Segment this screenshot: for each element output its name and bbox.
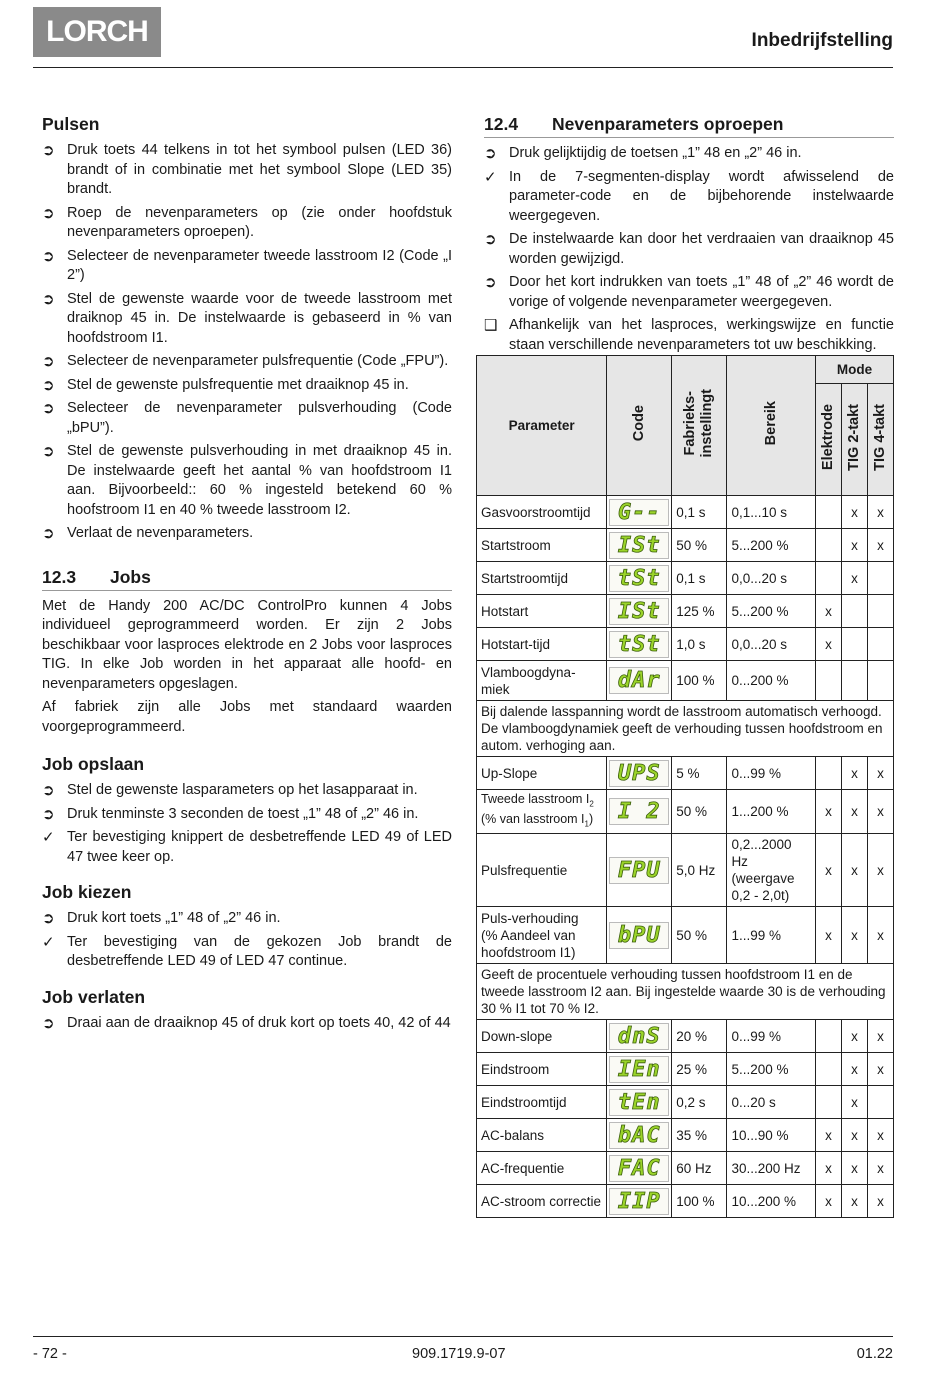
mode-tig2 xyxy=(841,595,867,628)
col-header-elektrode: Elektrode xyxy=(815,384,841,496)
param-default: 0,2 s xyxy=(672,1086,727,1119)
lcd-display: dAr xyxy=(609,667,669,694)
param-code xyxy=(607,496,672,529)
lcd-display: dnS xyxy=(609,1023,669,1050)
param-name: AC-frequentie xyxy=(477,1152,607,1185)
pulsen-list xyxy=(42,141,452,544)
mode-tig4 xyxy=(867,562,893,595)
param-default: 20 % xyxy=(672,1020,727,1053)
param-default: 60 Hz xyxy=(672,1152,727,1185)
table-row xyxy=(477,529,894,562)
lcd-display: bAC xyxy=(609,1122,669,1149)
list-item-text: Druk kort toets „1” 48 of „2” 46 in. xyxy=(67,910,281,926)
table-body-part-3 xyxy=(477,1020,894,1218)
mode-tig2 xyxy=(841,628,867,661)
list-item-text: Druk gelijktijdig de toetsen „1” 48 en „2” 46 in. xyxy=(509,145,802,161)
param-range: 1...200 % xyxy=(727,790,816,834)
job-kiezen-list xyxy=(42,909,452,972)
mode-elektrode xyxy=(815,661,841,701)
bullet-icon: ❑ xyxy=(484,317,498,334)
list-item-text: Stel de gewenste waarde voor de tweede lasstroom met draiknop 45 in. De instelwaarde is gebaseerd in % van hoofdstroom I1. xyxy=(67,290,452,346)
mode-tig4: x xyxy=(867,790,893,834)
section-number: 12.3 xyxy=(42,566,77,587)
table-row xyxy=(477,1086,894,1119)
list-item xyxy=(484,230,894,269)
param-code xyxy=(607,757,672,790)
param-default: 5,0 Hz xyxy=(672,834,727,907)
job-opslaan-heading: Job opslaan xyxy=(42,754,145,774)
param-default: 0,1 s xyxy=(672,496,727,529)
list-item xyxy=(42,247,452,286)
param-default: 1,0 s xyxy=(672,628,727,661)
mode-elektrode xyxy=(815,1020,841,1053)
job-opslaan-list xyxy=(42,781,452,867)
list-item xyxy=(42,805,452,825)
mode-tig4: x xyxy=(867,1119,893,1152)
param-range: 0,2...2000 Hz (weergave 0,2 - 2,0t) xyxy=(727,834,816,907)
lcd-display: IEn xyxy=(609,1056,669,1083)
list-item-text: Afhankelijk van het lasproces, werkingswijze en functie staan verschillende nevenparameters tot uw beschikking. xyxy=(509,317,894,353)
bullet-icon: ✓ xyxy=(42,829,55,846)
mode-tig2 xyxy=(841,661,867,701)
list-item-text: Stel de gewenste pulsfrequentie met draaiknop 45 in. xyxy=(67,376,409,393)
table-row xyxy=(477,834,894,907)
job-kiezen-heading: Job kiezen xyxy=(42,882,132,902)
mode-elektrode: x xyxy=(815,834,841,907)
param-name: Eindstroom xyxy=(477,1053,607,1086)
list-item-text: Druk toets 44 telkens in tot het symbool pulsen (LED 36) brandt of in combinatie met het symbool Slope (LED 35) brandt. xyxy=(67,142,452,197)
list-item-text: Ter bevestiging knippert de desbetreffende LED 49 of LED 47 twee keer op. xyxy=(67,829,452,865)
table-row xyxy=(477,628,894,661)
col-header-bereik: Bereik xyxy=(727,356,816,496)
header-rule xyxy=(33,67,893,68)
list-item xyxy=(42,909,452,929)
list-item xyxy=(484,168,894,227)
document-date: 01.22 xyxy=(856,1346,893,1362)
bullet-icon: ➲ xyxy=(42,290,55,308)
table-row xyxy=(477,1152,894,1185)
col-header-tig2: TIG 2-takt xyxy=(841,384,867,496)
list-item-text: De instelwaarde kan door het verdraaien van draaiknop 45 worden gewijzigd. xyxy=(509,231,894,267)
bullet-icon: ➲ xyxy=(42,400,55,417)
list-item xyxy=(42,1014,452,1034)
list-item-text: Ter bevestiging van de gekozen Job brandt de desbetreffende LED 49 of LED 47 continue. xyxy=(67,933,452,969)
list-item-text: Verlaat de nevenparameters. xyxy=(67,525,254,541)
param-range: 1...99 % xyxy=(727,907,816,964)
list-item-text: In de 7-segmenten-display wordt afwisselend de parameter-code en de bijbehorende instelwaarde weergegeven. xyxy=(509,168,894,224)
table-body-part-2 xyxy=(477,757,894,790)
lcd-display: I 2 xyxy=(609,798,669,825)
mode-tig2: x xyxy=(841,757,867,790)
mode-tig4: x xyxy=(867,834,893,907)
table-row xyxy=(477,595,894,628)
table-row xyxy=(477,562,894,595)
table-row xyxy=(477,757,894,790)
section-number: 12.4 xyxy=(484,114,519,134)
bullet-icon: ➲ xyxy=(42,1014,55,1032)
param-code xyxy=(607,834,672,907)
list-item xyxy=(42,442,452,520)
param-range: 0...20 s xyxy=(727,1086,816,1119)
param-code xyxy=(607,1020,672,1053)
param-name: Up-Slope xyxy=(477,757,607,790)
mode-tig2: x xyxy=(841,1053,867,1086)
param-code xyxy=(607,1185,672,1218)
mode-elektrode: x xyxy=(815,907,841,964)
param-range: 10...90 % xyxy=(727,1119,816,1152)
lcd-display: UPS xyxy=(609,760,669,787)
lorch-logo: LORCH xyxy=(33,7,161,57)
job-verlaten-list xyxy=(42,1014,452,1034)
mode-tig4: x xyxy=(867,1020,893,1053)
bullet-icon: ➲ xyxy=(42,376,55,394)
mode-tig4 xyxy=(867,595,893,628)
mode-tig2: x xyxy=(841,1119,867,1152)
table-row xyxy=(477,1020,894,1053)
mode-tig2: x xyxy=(841,1152,867,1185)
parameter-table xyxy=(476,355,894,1218)
param-range: 0,0...20 s xyxy=(727,562,816,595)
mode-tig4 xyxy=(867,1086,893,1119)
param-default: 0,1 s xyxy=(672,562,727,595)
list-item xyxy=(42,828,452,867)
param-name: Vlamboogdyna-miek xyxy=(477,661,607,701)
list-item-text: Door het kort indrukken van toets „1” 48 of „2” 46 wordt de vorige of volgende nevenparameter weergegeven. xyxy=(509,274,894,310)
param-default: 50 % xyxy=(672,529,727,562)
mode-elektrode xyxy=(815,757,841,790)
param-name: Down-slope xyxy=(477,1020,607,1053)
bullet-icon: ✓ xyxy=(484,168,497,186)
lcd-display: G-- xyxy=(609,499,669,526)
mode-tig2: x xyxy=(841,834,867,907)
left-column xyxy=(42,113,452,1037)
mode-tig2: x xyxy=(841,1020,867,1053)
mode-elektrode: x xyxy=(815,1119,841,1152)
param-name: Tweede lasstroom $I_2$ (% van lasstroom $I_1$) xyxy=(477,790,607,834)
param-code xyxy=(607,628,672,661)
mode-elektrode: x xyxy=(815,628,841,661)
list-item-text: Selecteer de nevenparameter pulsfrequentie (Code „FPU”). xyxy=(67,353,449,369)
param-default: 125 % xyxy=(672,595,727,628)
param-code xyxy=(607,529,672,562)
mode-tig4: x xyxy=(867,496,893,529)
param-name: AC-balans xyxy=(477,1119,607,1152)
list-item xyxy=(484,144,894,164)
job-verlaten-heading: Job verlaten xyxy=(42,986,146,1007)
nevenparameters-list xyxy=(484,144,894,355)
lcd-display: bPU xyxy=(609,922,669,949)
list-item xyxy=(42,933,452,972)
mode-tig2: x xyxy=(841,529,867,562)
param-default: 100 % xyxy=(672,1185,727,1218)
mode-tig4: x xyxy=(867,1053,893,1086)
param-range: 5...200 % xyxy=(727,1053,816,1086)
param-code xyxy=(607,790,672,834)
mode-elektrode: x xyxy=(815,1185,841,1218)
bullet-icon: ➲ xyxy=(484,145,497,162)
lcd-display: FPU xyxy=(609,857,669,884)
mode-elektrode xyxy=(815,529,841,562)
list-item-text: Selecteer de nevenparameter tweede lasstroom I2 (Code „I 2”) xyxy=(67,247,452,283)
table-body-part-1 xyxy=(477,496,894,701)
param-name: Hotstart xyxy=(477,595,607,628)
bullet-icon: ➲ xyxy=(42,353,55,370)
bullet-icon: ➲ xyxy=(42,443,55,460)
bullet-icon: ➲ xyxy=(42,142,55,159)
section-title: Jobs xyxy=(110,566,151,587)
param-name: Puls-verhouding (% Aandeel van hoofdstroom I1) xyxy=(477,907,607,964)
table-row xyxy=(477,496,894,529)
list-item xyxy=(42,290,452,349)
param-default: 50 % xyxy=(672,907,727,964)
lcd-display: tEn xyxy=(609,1089,669,1116)
list-item-text: Druk tenminste 3 seconden de toest „1” 48 of „2” 46 in. xyxy=(67,805,419,822)
right-column xyxy=(484,113,894,359)
list-item-text: Selecteer de nevenparameter pulsverhouding (Code „bPU”). xyxy=(67,400,452,436)
list-item-text: Stel de gewenste pulsverhouding in met draaiknop 45 in. De instelwaarde geeft het aantal % van hoofdstroom I1 aan. Bijvoorbeeld:: 60 % ingesteld betekend 60 % hoofstroom I1 en 40 % tweede lasstroom I2. xyxy=(67,443,452,518)
param-range: 0...200 % xyxy=(727,661,816,701)
param-default: 35 % xyxy=(672,1119,727,1152)
bullet-icon: ➲ xyxy=(484,231,497,248)
table-row xyxy=(477,1053,894,1086)
param-code xyxy=(607,907,672,964)
list-item xyxy=(42,399,452,438)
bullet-icon: ✓ xyxy=(42,933,55,951)
mode-elektrode xyxy=(815,1053,841,1086)
mode-tig2: x xyxy=(841,1185,867,1218)
lcd-display: tSt xyxy=(609,565,669,592)
table-note: Geeft de procentuele verhouding tussen hoofdstroom I1 en de tweede lasstroom I2 aan. Bij ingestelde waarde 30 is de verhouding 30 % I1 tot 70 % I2. xyxy=(477,964,894,1020)
lcd-display: IIP xyxy=(609,1188,669,1215)
param-range: 0...99 % xyxy=(727,1020,816,1053)
param-name: AC-stroom correctie xyxy=(477,1185,607,1218)
pulsen-heading: Pulsen xyxy=(42,114,100,134)
list-item xyxy=(42,141,452,200)
list-item-text: Roep de nevenparameters op (zie onder hoofdstuk nevenparameters oproepen). xyxy=(67,204,452,240)
table-row xyxy=(477,790,894,834)
bullet-icon: ➲ xyxy=(42,525,55,542)
param-code xyxy=(607,1086,672,1119)
jobs-section-heading xyxy=(42,566,452,591)
mode-tig2: x xyxy=(841,907,867,964)
col-header-code: Code xyxy=(607,356,672,496)
param-code xyxy=(607,661,672,701)
mode-tig4: x xyxy=(867,1185,893,1218)
bullet-icon: ➲ xyxy=(42,782,55,799)
table-row xyxy=(477,1185,894,1218)
list-item xyxy=(42,781,452,801)
document-number: 909.1719.9-07 xyxy=(412,1346,506,1362)
list-item-text: Draai aan de draaiknop 45 of druk kort op toets 40, 42 of 44 xyxy=(67,1014,451,1031)
param-range: 10...200 % xyxy=(727,1185,816,1218)
mode-tig4: x xyxy=(867,907,893,964)
section-title: Nevenparameters oproepen xyxy=(552,114,784,134)
col-header-fabrieks: Fabrieks- instellingt xyxy=(672,356,727,496)
mode-elektrode: x xyxy=(815,790,841,834)
jobs-paragraph-1: Met de Handy 200 AC/DC ControlPro kunnen 4 Jobs individueel geprogrammeerd worden. Er zijn 2 Jobs beschikbaar voor lasproces elektrode en 2 Jobs voor lasproces TIG. In elke Job worden in het apparaat alle hoofd- en nevenparameters opgeslagen. xyxy=(42,597,452,692)
param-default: 25 % xyxy=(672,1053,727,1086)
list-item xyxy=(484,316,894,355)
col-header-parameter: Parameter xyxy=(477,356,607,496)
param-name: Eindstroomtijd xyxy=(477,1086,607,1119)
param-default: 100 % xyxy=(672,661,727,701)
col-header-tig4: TIG 4-takt xyxy=(867,384,893,496)
mode-tig2: x xyxy=(841,790,867,834)
param-range: 0,0...20 s xyxy=(727,628,816,661)
list-item xyxy=(484,273,894,312)
param-name: Hotstart-tijd xyxy=(477,628,607,661)
lcd-display: FAC xyxy=(609,1155,669,1182)
bullet-icon: ➲ xyxy=(42,805,55,823)
lcd-display: tSt xyxy=(609,631,669,658)
mode-tig2: x xyxy=(841,562,867,595)
mode-tig4: x xyxy=(867,529,893,562)
jobs-paragraph-2: Af fabriek zijn alle Jobs met standaard waarden voorgeprogrammeerd. xyxy=(42,699,452,735)
page-number: - 72 - xyxy=(33,1346,67,1362)
bullet-icon: ➲ xyxy=(484,274,497,291)
list-item-text: Stel de gewenste lasparameters op het lasapparaat in. xyxy=(67,782,418,798)
list-item xyxy=(42,204,452,243)
list-item xyxy=(42,352,452,372)
bullet-icon: ➲ xyxy=(42,247,55,265)
mode-tig4: x xyxy=(867,757,893,790)
table-row xyxy=(477,1119,894,1152)
bullet-icon: ➲ xyxy=(42,204,55,222)
param-range: 0...99 % xyxy=(727,757,816,790)
param-range: 30...200 Hz xyxy=(727,1152,816,1185)
param-code xyxy=(607,562,672,595)
mode-tig4: x xyxy=(867,1152,893,1185)
lcd-display: ISt xyxy=(609,598,669,625)
table-row xyxy=(477,661,894,701)
col-header-mode: Mode xyxy=(815,356,893,384)
list-item xyxy=(42,524,452,544)
table-note-row xyxy=(477,701,894,757)
table-row xyxy=(477,907,894,964)
mode-elektrode: x xyxy=(815,1152,841,1185)
table-note: Bij dalende lasspanning wordt de lasstroom automatisch verhoogd. De vlamboogdynamiek geeft de verhouding tussen hoofdstroom en autom. verhoging aan. xyxy=(477,701,894,757)
mode-tig2: x xyxy=(841,1086,867,1119)
mode-elektrode: x xyxy=(815,595,841,628)
param-default: 5 % xyxy=(672,757,727,790)
mode-tig4 xyxy=(867,628,893,661)
param-code xyxy=(607,1119,672,1152)
table-note-row xyxy=(477,964,894,1020)
nevenparameters-section-heading xyxy=(484,113,894,138)
param-name: Startstroom xyxy=(477,529,607,562)
param-range: 0,1...10 s xyxy=(727,496,816,529)
mode-elektrode xyxy=(815,562,841,595)
bullet-icon: ➲ xyxy=(42,910,55,927)
param-code xyxy=(607,595,672,628)
footer-rule xyxy=(33,1336,893,1337)
param-default: 50 % xyxy=(672,790,727,834)
param-name: Gasvoorstroomtijd xyxy=(477,496,607,529)
mode-tig4 xyxy=(867,661,893,701)
param-name: Pulsfrequentie xyxy=(477,834,607,907)
param-code xyxy=(607,1152,672,1185)
param-code xyxy=(607,1053,672,1086)
header-title: Inbedrijfstelling xyxy=(751,30,893,51)
mode-elektrode xyxy=(815,1086,841,1119)
mode-tig2: x xyxy=(841,496,867,529)
param-range: 5...200 % xyxy=(727,529,816,562)
list-item xyxy=(42,376,452,396)
mode-elektrode xyxy=(815,496,841,529)
param-range: 5...200 % xyxy=(727,595,816,628)
param-name: Startstroomtijd xyxy=(477,562,607,595)
lcd-display: ISt xyxy=(609,532,669,559)
